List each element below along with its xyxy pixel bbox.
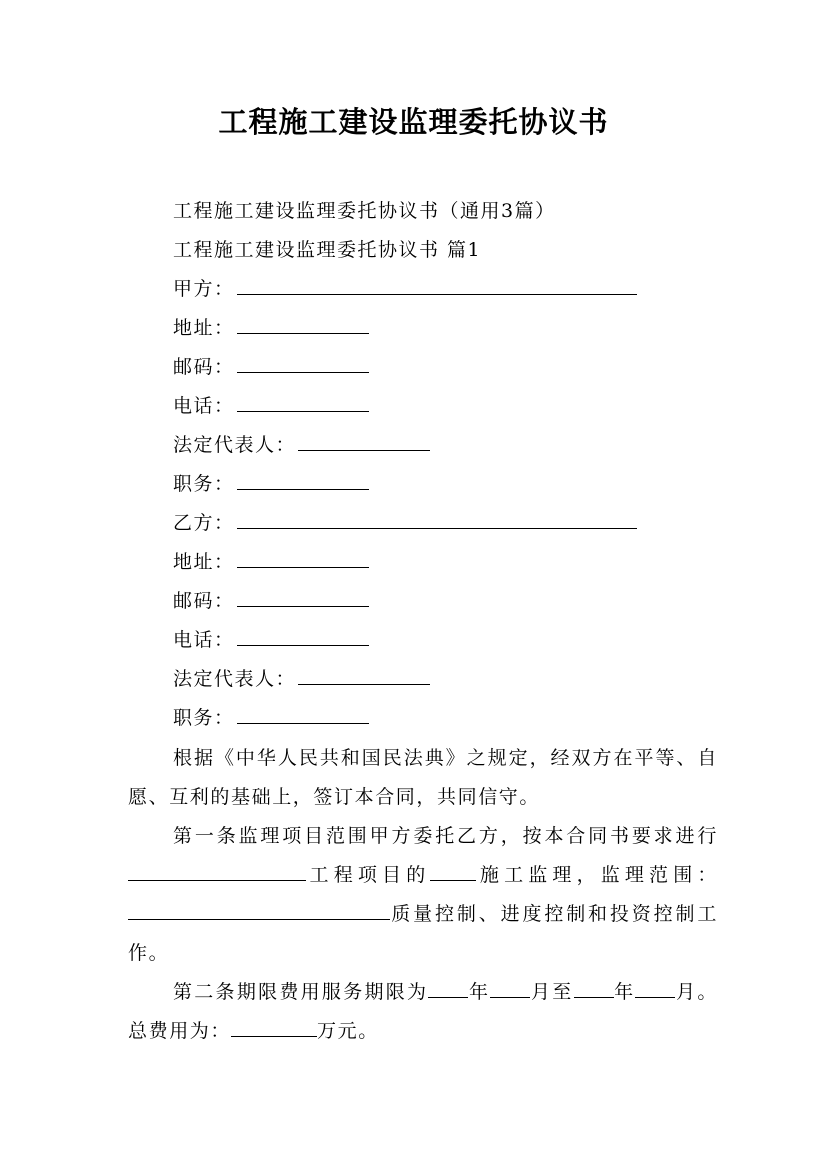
article-2-month-1: 月至 — [530, 981, 574, 1003]
party-b-position-label: 职务： — [173, 707, 235, 729]
article-1-project-blank — [128, 860, 306, 881]
party-a-rep-label: 法定代表人： — [173, 434, 297, 456]
party-a-name-blank — [237, 274, 637, 295]
article-2-text-2: 月。总费用为： — [128, 981, 719, 1042]
article-2-year-1: 年 — [468, 981, 491, 1003]
party-b-postcode-row — [173, 586, 369, 616]
party-b-address-label: 地址： — [173, 551, 235, 573]
party-b-phone-row — [173, 625, 369, 655]
article-2-start-year-blank — [428, 977, 468, 998]
party-b-rep-row — [173, 664, 430, 694]
party-a-address-blank — [237, 313, 369, 334]
article-1-text-1: 第一条监理项目范围甲方委托乙方，按本合同书要求进行 — [173, 825, 718, 847]
article-2-year-2: 年 — [613, 981, 636, 1003]
party-a-name-label: 甲方： — [173, 278, 235, 300]
party-a-address-row — [173, 313, 369, 343]
party-b-name-label: 乙方： — [173, 512, 235, 534]
article-2-start-month-blank — [490, 977, 530, 998]
article-2-end-year-blank — [574, 977, 614, 998]
section-heading: 工程施工建设监理委托协议书 篇1 — [173, 239, 482, 261]
party-b-phone-label: 电话： — [173, 629, 235, 651]
party-a-postcode-row — [173, 352, 369, 382]
party-a-postcode-label: 邮码： — [173, 356, 235, 378]
party-a-position-blank — [237, 469, 369, 490]
party-b-position-blank — [237, 703, 369, 724]
party-b-postcode-blank — [237, 586, 369, 607]
article-1-text-4: 质量控制、进度控制和投资控制工作。 — [128, 903, 718, 964]
party-a-rep-blank — [298, 430, 430, 451]
preamble-paragraph: 根据《中华人民共和国民法典》之规定，经双方在平等、自愿、互利的基础上，签订本合同，共同信守。 — [128, 747, 718, 808]
party-b-phone-blank — [237, 625, 369, 646]
party-b-position-row — [173, 703, 369, 733]
party-a-phone-blank — [237, 391, 369, 412]
article-2-text-3: 万元。 — [317, 1020, 379, 1042]
party-b-rep-blank — [298, 664, 430, 685]
party-b-name-row — [173, 508, 637, 538]
party-b-address-blank — [237, 547, 369, 568]
article-2-text-1: 第二条期限费用服务期限为 — [173, 981, 429, 1003]
party-b-name-blank — [237, 508, 637, 529]
party-a-address-label: 地址： — [173, 317, 235, 339]
article-1-text-2: 工程项目的 — [306, 864, 431, 886]
article-2-paragraph — [128, 973, 718, 1051]
party-a-position-row — [173, 469, 369, 499]
party-b-postcode-label: 邮码： — [173, 590, 235, 612]
party-a-name-row — [173, 274, 637, 304]
party-a-rep-row — [173, 430, 430, 460]
document-title: 工程施工建设监理委托协议书 — [218, 105, 609, 139]
party-a-position-label: 职务： — [173, 473, 235, 495]
article-1-paragraph — [128, 817, 718, 973]
party-b-rep-label: 法定代表人： — [173, 668, 297, 690]
article-1-scope-blank — [128, 899, 390, 920]
article-2-end-month-blank — [635, 977, 675, 998]
party-a-postcode-blank — [237, 352, 369, 373]
article-1-text-3: 施工监理，监理范围： — [476, 864, 718, 886]
party-a-phone-label: 电话： — [173, 395, 235, 417]
document-subtitle: 工程施工建设监理委托协议书（通用3篇） — [173, 200, 556, 222]
article-1-type-blank — [430, 860, 476, 881]
party-a-phone-row — [173, 391, 369, 421]
party-b-address-row — [173, 547, 369, 577]
article-2-fee-blank — [231, 1016, 317, 1037]
